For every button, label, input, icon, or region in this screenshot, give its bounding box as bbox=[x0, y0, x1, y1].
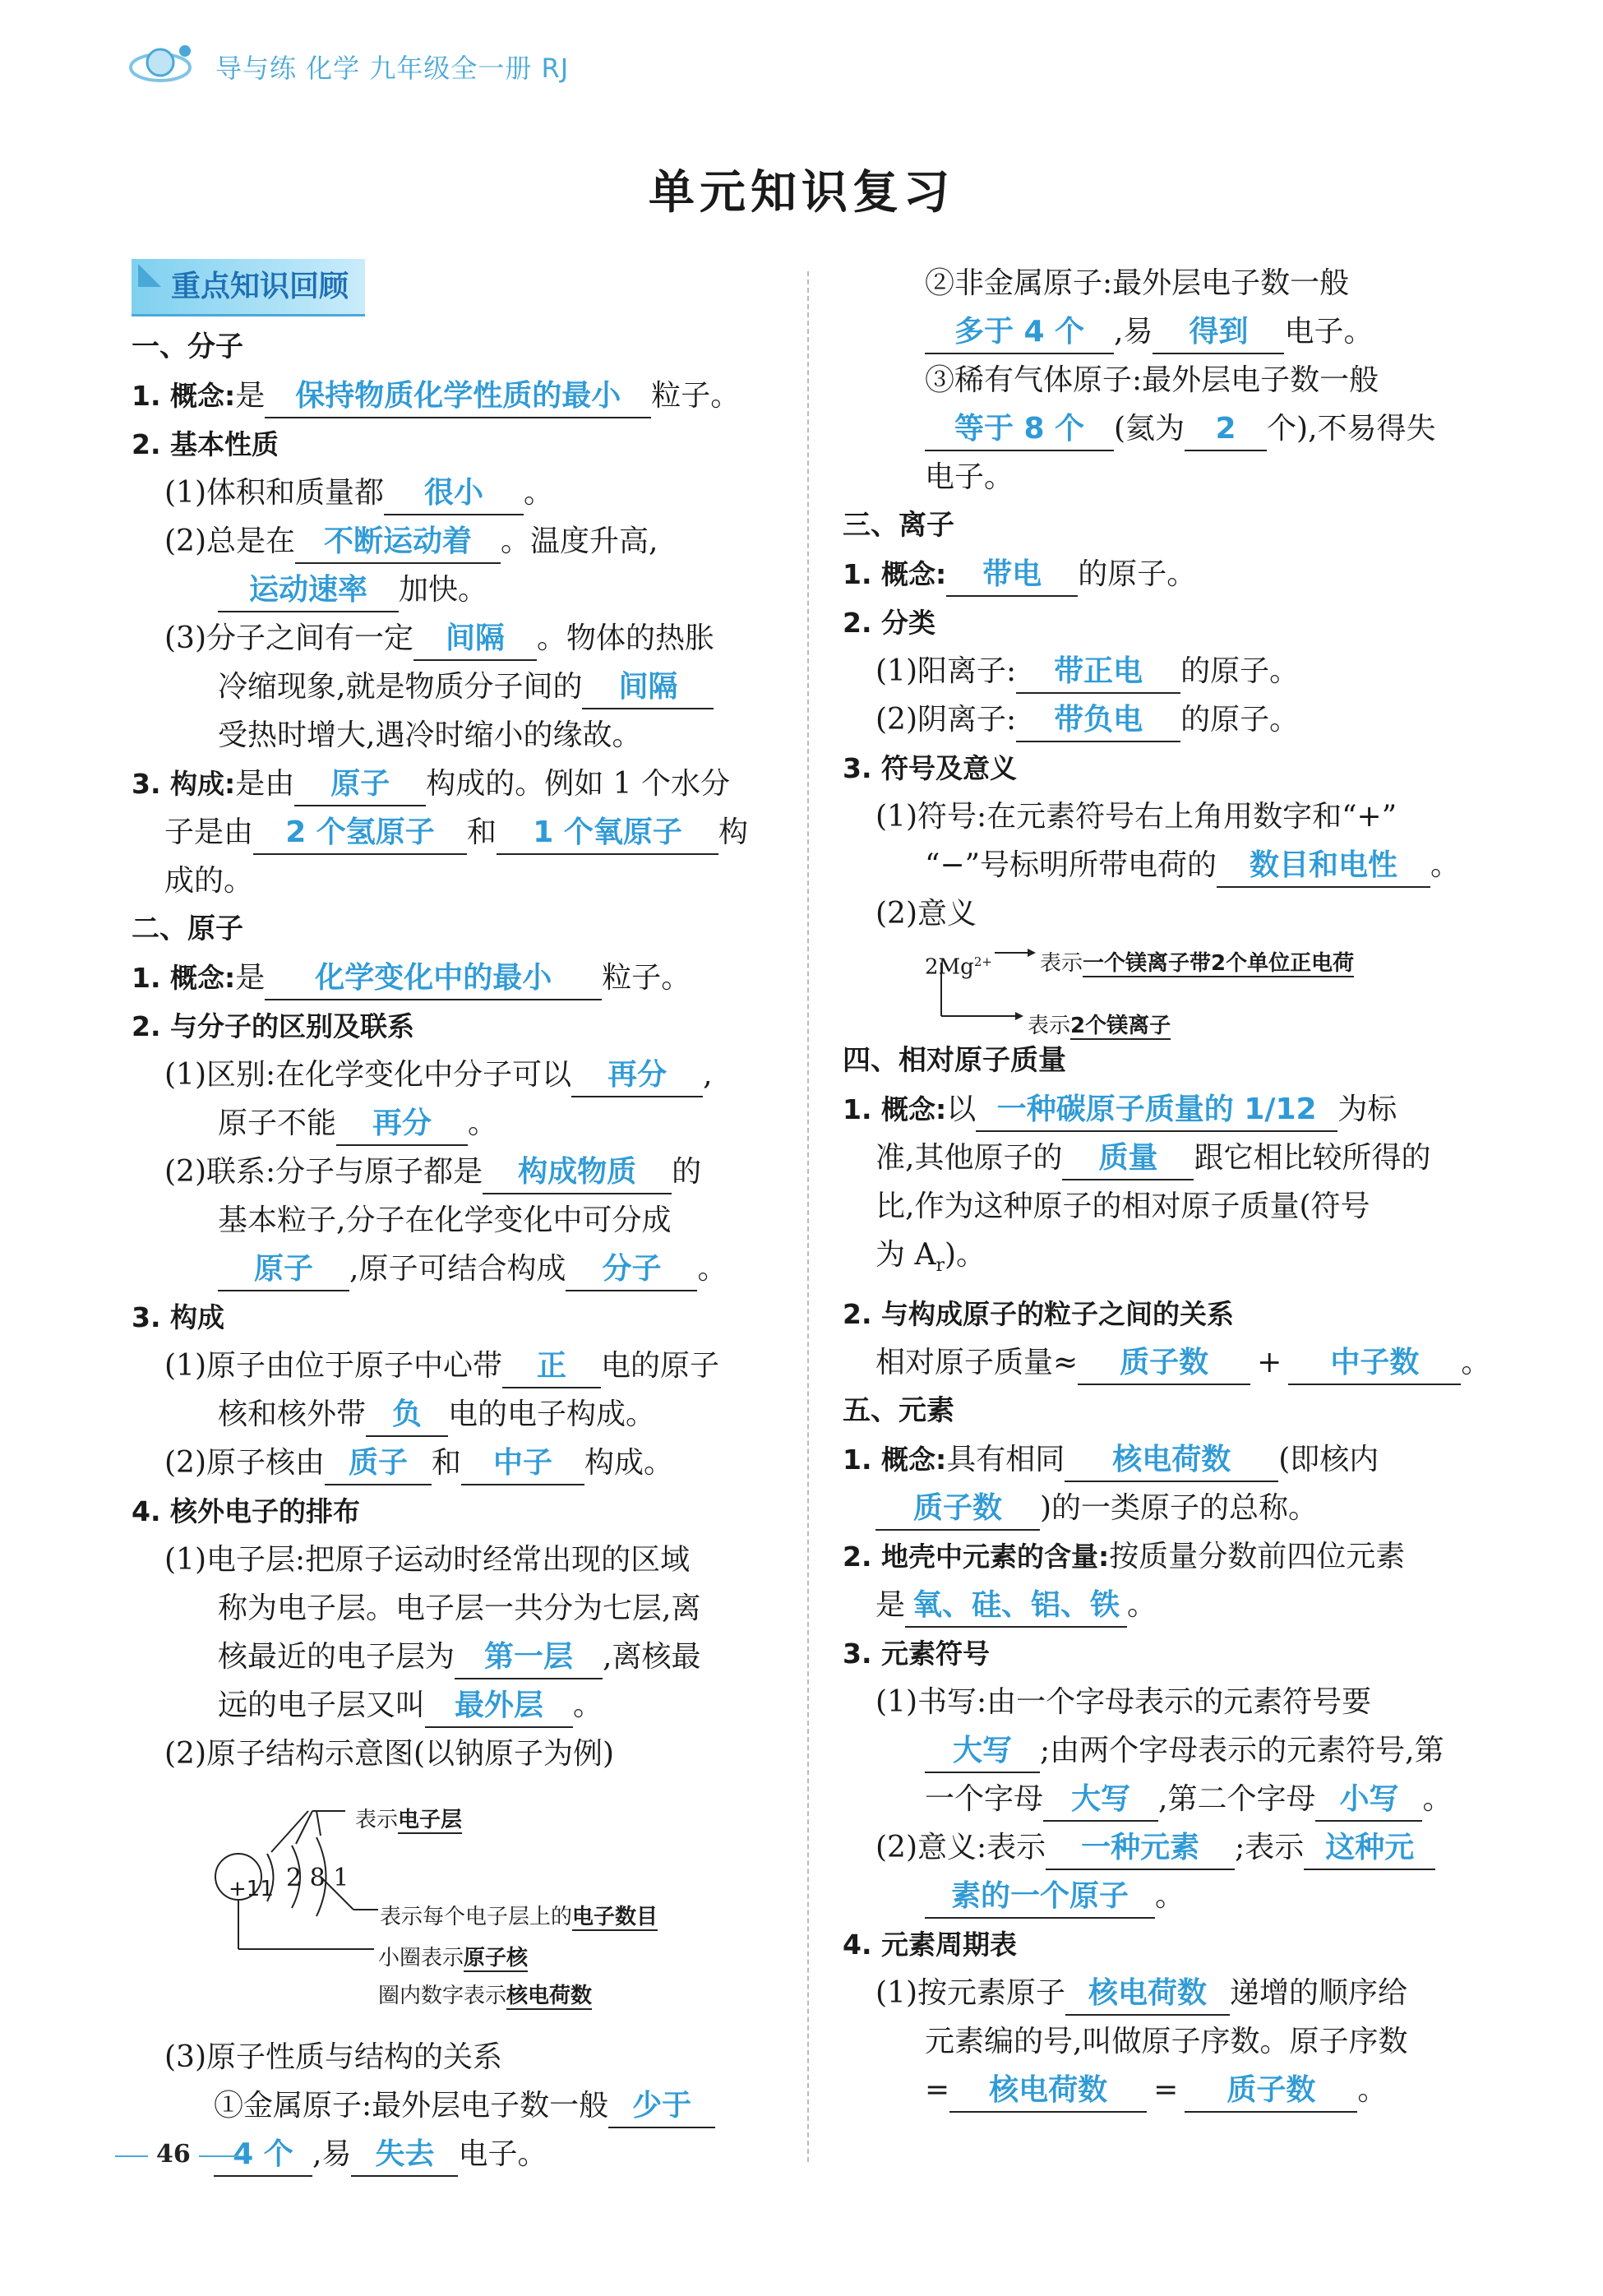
left-column bbox=[132, 259, 781, 2178]
text: (3)分子之间有一定 bbox=[164, 621, 413, 655]
item-label: 1. 概念: bbox=[843, 558, 947, 590]
item-label: 1. 概念: bbox=[132, 962, 236, 994]
text: 的原子。 bbox=[1078, 557, 1197, 591]
text: 电子。 bbox=[458, 2137, 547, 2171]
answer-blank: 质子数 bbox=[1078, 1342, 1250, 1385]
answer-blank: 一种碳原子质量的 1/12 bbox=[976, 1089, 1337, 1132]
heading-ion: 三、离子 bbox=[843, 509, 954, 542]
answer-blank: 间隔 bbox=[582, 667, 714, 709]
answer-blank: 核电荷数 bbox=[1065, 1973, 1230, 2016]
text: ,易 bbox=[1114, 315, 1153, 349]
text: 核最近的电子层为 bbox=[218, 1640, 455, 1674]
subheading: 2. 与构成原子的粒子之间的关系 bbox=[843, 1298, 1234, 1331]
text: 比,作为这种原子的相对原子质量(符号 bbox=[875, 1190, 1370, 1223]
text: 是 bbox=[875, 1588, 906, 1623]
electron-counts: 2 8 1 bbox=[286, 1864, 349, 1892]
answer-blank: 质子 bbox=[325, 1443, 432, 1485]
answer-blank: 再分 bbox=[571, 1055, 703, 1097]
text: 。 bbox=[1155, 1879, 1185, 1914]
subheading: 3. 构成 bbox=[132, 1301, 224, 1333]
item-label: 1. 概念: bbox=[843, 1444, 947, 1476]
answer-blank: 不断运动着 bbox=[295, 521, 501, 564]
text: 加快。 bbox=[399, 573, 488, 607]
item-label: 3. 构成: bbox=[132, 768, 236, 800]
text: 具有相同 bbox=[946, 1443, 1065, 1477]
text: 按质量分数前四位元素 bbox=[1109, 1540, 1406, 1574]
heading-molecule: 一、分子 bbox=[132, 330, 243, 363]
atom-structure-diagram bbox=[132, 1778, 781, 2033]
text: (2)联系:分子与原子都是 bbox=[164, 1155, 483, 1189]
answer-blank: 质量 bbox=[1062, 1138, 1194, 1180]
column-divider bbox=[807, 271, 809, 2162]
subheading: 2. 与分子的区别及联系 bbox=[132, 1010, 414, 1042]
text: (2)原子核由 bbox=[164, 1446, 325, 1480]
subheading: 3. 符号及意义 bbox=[843, 752, 1017, 784]
page-number: 46 bbox=[148, 2140, 199, 2169]
text: 的原子。 bbox=[1180, 654, 1300, 688]
text: 。 bbox=[1127, 1588, 1157, 1623]
answer-blank: 2 bbox=[1185, 409, 1267, 451]
text: 。 bbox=[1357, 2073, 1388, 2108]
answer-blank: 得到 bbox=[1153, 312, 1284, 354]
answer-blank: 一种元素 bbox=[1046, 1827, 1235, 1870]
text: 以 bbox=[946, 1093, 977, 1126]
text: 基本粒子,分子在化学变化中可分成 bbox=[218, 1203, 672, 1237]
text: 原子不能 bbox=[218, 1106, 337, 1140]
text: 准,其他原子的 bbox=[875, 1141, 1063, 1175]
text: (即核内 bbox=[1278, 1443, 1379, 1477]
answer-blank: 很小 bbox=[384, 473, 524, 515]
text: (氦为 bbox=[1114, 412, 1185, 446]
text: (2)意义 bbox=[875, 897, 977, 931]
text: 。 bbox=[1461, 1346, 1491, 1380]
text: 构成的。例如 1 个水分 bbox=[426, 767, 730, 801]
answer-blank: 中子数 bbox=[1288, 1342, 1461, 1385]
answer-blank: 小写 bbox=[1315, 1779, 1422, 1822]
diagram-label-shell: 表示电子层 bbox=[355, 1808, 463, 1832]
text: 的 bbox=[672, 1155, 702, 1189]
page-title: 单元知识复习 bbox=[649, 166, 954, 219]
answer-blank: 数目和电性 bbox=[1217, 845, 1430, 888]
book-header: 导与练 化学 九年级全一册 RJ bbox=[215, 53, 570, 84]
text: ,离核最 bbox=[603, 1640, 701, 1674]
subheading: 3. 元素符号 bbox=[843, 1638, 990, 1670]
text: + bbox=[1257, 1346, 1282, 1380]
text: 。物体的热胀 bbox=[537, 621, 715, 655]
text: ①金属原子:最外层电子数一般 bbox=[214, 2089, 609, 2123]
text: (2)总是在 bbox=[164, 524, 295, 558]
answer-blank: 2 个氢原子 bbox=[253, 812, 467, 855]
book-logo-icon bbox=[127, 39, 201, 89]
answer-blank: 第一层 bbox=[455, 1637, 603, 1679]
text: (1)区别:在化学变化中分子可以 bbox=[164, 1058, 572, 1092]
answer-blank: 失去 bbox=[351, 2134, 458, 2177]
answer-blank: 分子 bbox=[566, 1249, 697, 1291]
text: 构 bbox=[718, 815, 749, 849]
text: 是 bbox=[235, 379, 266, 413]
answer-blank: 中子 bbox=[461, 1443, 584, 1485]
text: (1)电子层:把原子运动时经常出现的区域 bbox=[164, 1543, 691, 1577]
text: (1)体积和质量都 bbox=[164, 476, 384, 510]
nucleus-label: +11 bbox=[229, 1877, 274, 1901]
text: 元素编的号,叫做原子序数。原子序数 bbox=[925, 2025, 1408, 2059]
text: (1)符号:在元素符号右上角用数字和“+” bbox=[875, 800, 1397, 834]
diagram-label-electrons: 表示每个电子层上的电子数目 bbox=[380, 1905, 658, 1929]
answer-blank: 间隔 bbox=[413, 618, 537, 661]
subheading: 2. 基本性质 bbox=[132, 428, 279, 460]
answer-blank: 这种元 bbox=[1304, 1827, 1435, 1870]
item-label: 2. 地壳中元素的含量: bbox=[843, 1541, 1110, 1573]
diagram-label-nucleus: 小圈表示原子核 bbox=[378, 1946, 529, 1970]
text: (1)阳离子: bbox=[875, 654, 1017, 688]
text: 个),不易得失 bbox=[1267, 412, 1436, 446]
text: ;由两个字母表示的元素符号,第 bbox=[1040, 1734, 1444, 1768]
text: 核和核外带 bbox=[218, 1397, 367, 1431]
mg-meaning-charge: 表示一个镁离子带2个单位正电荷 bbox=[1040, 951, 1355, 976]
ion-meaning-diagram bbox=[843, 938, 1492, 1037]
text: (1)原子由位于原子中心带 bbox=[164, 1349, 502, 1383]
text: ,易 bbox=[312, 2137, 352, 2171]
answer-blank: 化学变化中的最小 bbox=[265, 958, 602, 1000]
text: 跟它相比较所得的 bbox=[1194, 1141, 1431, 1175]
answer-blank: 再分 bbox=[336, 1103, 468, 1146]
answer-blank: 等于 8 个 bbox=[925, 409, 1114, 451]
text: (1)按元素原子 bbox=[875, 1976, 1065, 2011]
text: 粒子。 bbox=[651, 379, 741, 413]
heading-relative-mass: 四、相对原子质量 bbox=[843, 1044, 1066, 1077]
item-label: 1. 概念: bbox=[132, 380, 236, 412]
text: 和 bbox=[467, 815, 497, 849]
text: 子是由 bbox=[164, 815, 254, 849]
diagram-label-charge: 圈内数字表示核电荷数 bbox=[378, 1984, 593, 2008]
answer-blank: 带电 bbox=[946, 554, 1078, 597]
text: 。 bbox=[468, 1106, 498, 1140]
text: ,原子可结合构成 bbox=[349, 1252, 566, 1286]
text: 电的原子 bbox=[601, 1349, 720, 1383]
text: 称为电子层。电子层一共分为七层,离 bbox=[218, 1591, 701, 1625]
answer-blank: 正 bbox=[502, 1346, 601, 1388]
text: 为标 bbox=[1337, 1093, 1397, 1126]
text: 远的电子层又叫 bbox=[218, 1689, 426, 1722]
text: 成的。 bbox=[164, 864, 254, 898]
text: 是 bbox=[235, 961, 266, 995]
answer-blank: 质子数 bbox=[1185, 2070, 1357, 2113]
text: “−”号标明所带电荷的 bbox=[925, 848, 1217, 882]
answer-blank: 带正电 bbox=[1016, 651, 1180, 694]
answer-blank: 质子数 bbox=[875, 1488, 1040, 1531]
text: 。 bbox=[573, 1689, 603, 1722]
answer-blank: 核电荷数 bbox=[1065, 1439, 1278, 1482]
answer-blank: 负 bbox=[366, 1394, 448, 1437]
text: 。 bbox=[1430, 848, 1460, 882]
answer-blank: 1 个氧原子 bbox=[497, 812, 718, 855]
text: (2)意义:表示 bbox=[875, 1831, 1046, 1865]
text: (1)书写:由一个字母表示的元素符号要 bbox=[875, 1685, 1372, 1720]
text: = bbox=[1153, 2073, 1179, 2108]
answer-blank: 4 个 bbox=[214, 2134, 312, 2177]
section-tag: 重点知识回顾 bbox=[132, 259, 365, 316]
answer-blank: 带负电 bbox=[1016, 700, 1180, 742]
text: 和 bbox=[432, 1446, 462, 1480]
right-column bbox=[843, 259, 1492, 2114]
text: , bbox=[703, 1058, 713, 1092]
subheading: 2. 分类 bbox=[843, 607, 935, 639]
answer-blank: 大写 bbox=[925, 1730, 1040, 1773]
answer-blank: 保持物质化学性质的最小 bbox=[265, 376, 651, 418]
text: 递增的顺序给 bbox=[1230, 1976, 1408, 2011]
heading-element: 五、元素 bbox=[843, 1394, 954, 1428]
text: 。 bbox=[524, 476, 554, 510]
text: 电的电子构成。 bbox=[448, 1397, 656, 1431]
text: 为 $A_r$)。 bbox=[875, 1238, 986, 1277]
text: ②非金属原子:最外层电子数一般 bbox=[925, 266, 1350, 300]
text: 冷缩现象,就是物质分子间的 bbox=[218, 670, 583, 704]
text: 。 bbox=[1422, 1782, 1453, 1817]
item-label: 1. 概念: bbox=[843, 1093, 947, 1125]
text: 。 bbox=[697, 1252, 728, 1286]
text: 一个字母 bbox=[925, 1782, 1044, 1817]
answer-blank: 核电荷数 bbox=[949, 2070, 1147, 2113]
answer-blank: 原子 bbox=[294, 764, 426, 806]
text: (2)原子结构示意图(以钠原子为例) bbox=[164, 1737, 615, 1771]
subheading: 4. 核外电子的排布 bbox=[132, 1495, 360, 1527]
answer-blank: 多于 4 个 bbox=[925, 312, 1114, 354]
mg-meaning-count: 表示2个镁离子 bbox=[1028, 1014, 1171, 1038]
text: (3)原子性质与结构的关系 bbox=[164, 2040, 502, 2074]
text: ,第二个字母 bbox=[1158, 1782, 1316, 1817]
answer-blank: 少于 bbox=[608, 2086, 715, 2128]
text: 受热时增大,遇冷时缩小的缘故。 bbox=[218, 718, 642, 752]
text: = bbox=[925, 2073, 950, 2108]
mg-ion-symbol: $2Mg^{2+}$ bbox=[925, 954, 992, 980]
answer-blank: 运动速率 bbox=[218, 570, 399, 612]
answer-blank: 最外层 bbox=[425, 1685, 573, 1728]
text: 是由 bbox=[235, 767, 295, 801]
text: 。温度升高, bbox=[501, 524, 658, 558]
text: )的一类原子的总称。 bbox=[1040, 1491, 1319, 1526]
text: ③稀有气体原子:最外层电子数一般 bbox=[925, 363, 1379, 397]
heading-atom: 二、原子 bbox=[132, 912, 243, 945]
answer-blank: 素的一个原子 bbox=[925, 1876, 1155, 1919]
text: 构成。 bbox=[584, 1446, 674, 1480]
text: 粒子。 bbox=[602, 961, 691, 995]
text: (2)阴离子: bbox=[875, 703, 1017, 737]
subheading: 4. 元素周期表 bbox=[843, 1929, 1017, 1961]
text: 电子。 bbox=[1284, 315, 1374, 349]
text: 相对原子质量≈ bbox=[875, 1346, 1079, 1380]
answer-blank: 构成物质 bbox=[483, 1152, 672, 1194]
answer-blank: 原子 bbox=[218, 1249, 349, 1291]
text: 的原子。 bbox=[1180, 703, 1300, 737]
text: ;表示 bbox=[1235, 1831, 1305, 1865]
answer-blank: 氧、硅、铝、铁 bbox=[905, 1585, 1127, 1628]
answer-blank: 大写 bbox=[1043, 1779, 1158, 1822]
text: 电子。 bbox=[925, 460, 1014, 494]
